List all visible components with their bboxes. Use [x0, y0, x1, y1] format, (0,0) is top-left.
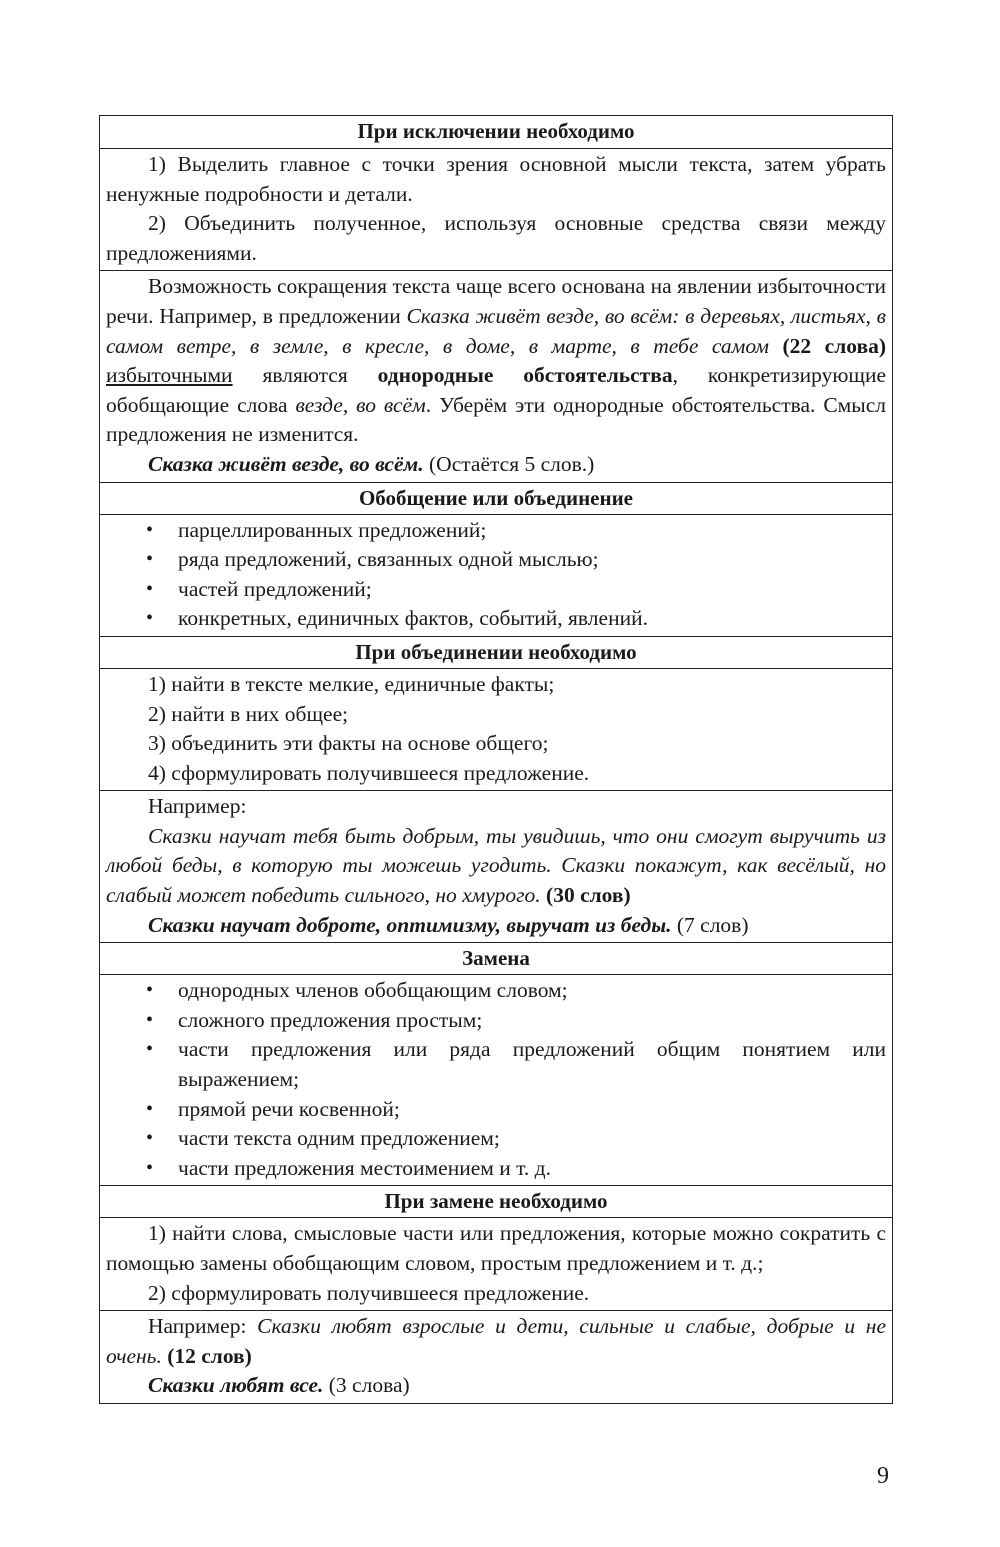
paragraph	[106, 272, 886, 450]
list-item: • сложного предложения простым;	[106, 1006, 886, 1036]
underlined-term: избыточными	[106, 363, 233, 388]
list-item: • парцеллированных предложений;	[106, 516, 886, 546]
result-line	[106, 911, 886, 941]
bullet-list	[100, 514, 892, 636]
example-sentence: Сказки научат тебя быть добрым, ты увидишь, что они смогут выручить из любой беды, в которую ты можешь угодить. Сказки покажут, как весёлый, но слабый может победить сильного, но хмурого.	[106, 823, 886, 908]
paragraph	[106, 822, 886, 911]
word-count: (22 слова)	[782, 333, 886, 358]
list-item: 3) объединить эти факты на основе общего;	[148, 731, 549, 756]
result-sentence: Сказки научат доброте, оптимизму, выручат из беды.	[148, 912, 672, 937]
word-count: (30 слов)	[546, 883, 631, 908]
list-item: • части предложения или ряда предложений общим понятием или выражением;	[106, 1035, 886, 1094]
list-item: • однородных членов обобщающим словом;	[106, 976, 886, 1006]
content-table	[99, 115, 893, 1404]
example-sentence: Сказки любят взрослые и дети, сильные и слабые, добрые и не очень.	[106, 1314, 887, 1368]
example-lead: Например:	[148, 794, 247, 819]
result-sentence: Сказки любят все.	[148, 1373, 324, 1398]
text-cell	[100, 270, 892, 481]
result-line	[106, 1371, 886, 1401]
result-note: (7 слов)	[671, 912, 749, 937]
text-cell	[100, 790, 892, 942]
section-header: Замена	[100, 942, 892, 974]
result-line	[106, 450, 886, 480]
text-cell	[100, 1310, 892, 1403]
list-item: • части предложения местоимением и т. д.	[106, 1154, 886, 1184]
text-span: являются	[232, 363, 378, 388]
list-item: 4) сформулировать получившееся предложение.	[148, 760, 590, 785]
section-header: При объединении необходимо	[100, 636, 892, 668]
text-cell	[100, 1217, 892, 1310]
text-cell	[100, 148, 892, 270]
italic-term: везде, во всём	[295, 392, 426, 417]
list-item: 2) найти в них общее;	[148, 701, 349, 726]
section-header: При замене необходимо	[100, 1185, 892, 1217]
result-sentence: Сказка живёт везде, во всём.	[148, 451, 424, 476]
step-item: 1) найти слова, смысловые части или предложения, которые можно сократить с помощью замены обобщающим словом, простым предложением и т. д.;	[106, 1221, 886, 1275]
list-item: • прямой речи косвенной;	[106, 1095, 886, 1125]
step-item: 2) сформулировать получившееся предложение.	[148, 1280, 590, 1305]
example-lead: Например:	[148, 1314, 258, 1339]
paragraph	[106, 1312, 886, 1371]
word-count: (12 слов)	[167, 1343, 252, 1368]
numbered-list	[100, 668, 892, 790]
example-sentence: Сказка живёт везде, во всём: в деревьях, листьях, в самом ветре, в земле, в кресле, в доме, в марте, в тебе самом	[106, 303, 886, 358]
step-item: 2) Объединить полученное, используя основные средства связи между предложениями.	[106, 211, 886, 265]
result-note: (Остаётся 5 слов.)	[423, 451, 595, 476]
section-header: Обобщение или объединение	[100, 482, 892, 514]
section-header: При исключении необходимо	[357, 119, 635, 143]
list-item: • конкретных, единичных фактов, событий, явлений.	[106, 604, 886, 634]
list-item: • части текста одним предложением;	[106, 1124, 886, 1154]
list-item: 1) найти в тексте мелкие, единичные факты;	[148, 671, 555, 696]
text-span: Возможность сокращения текста чаще всего основана на явлении избыточности речи. Например, в предложении	[106, 274, 886, 328]
text-span: , конкретизирующие обобщающие слова	[106, 363, 886, 417]
list-item: • частей предложений;	[106, 575, 886, 605]
bullet-list	[100, 974, 892, 1185]
step-item: 1) Выделить главное с точки зрения основной мысли текста, затем убрать ненужные подробности и детали.	[106, 152, 886, 206]
page-number: 9	[877, 1463, 889, 1489]
text-span: . Уберём эти однородные обстоятельства. Смысл предложения не изменится.	[106, 392, 887, 447]
result-note: (3 слова)	[323, 1373, 410, 1398]
list-item: • ряда предложений, связанных одной мыслью;	[106, 545, 886, 575]
bold-term: однородные обстоятельства	[377, 363, 673, 388]
